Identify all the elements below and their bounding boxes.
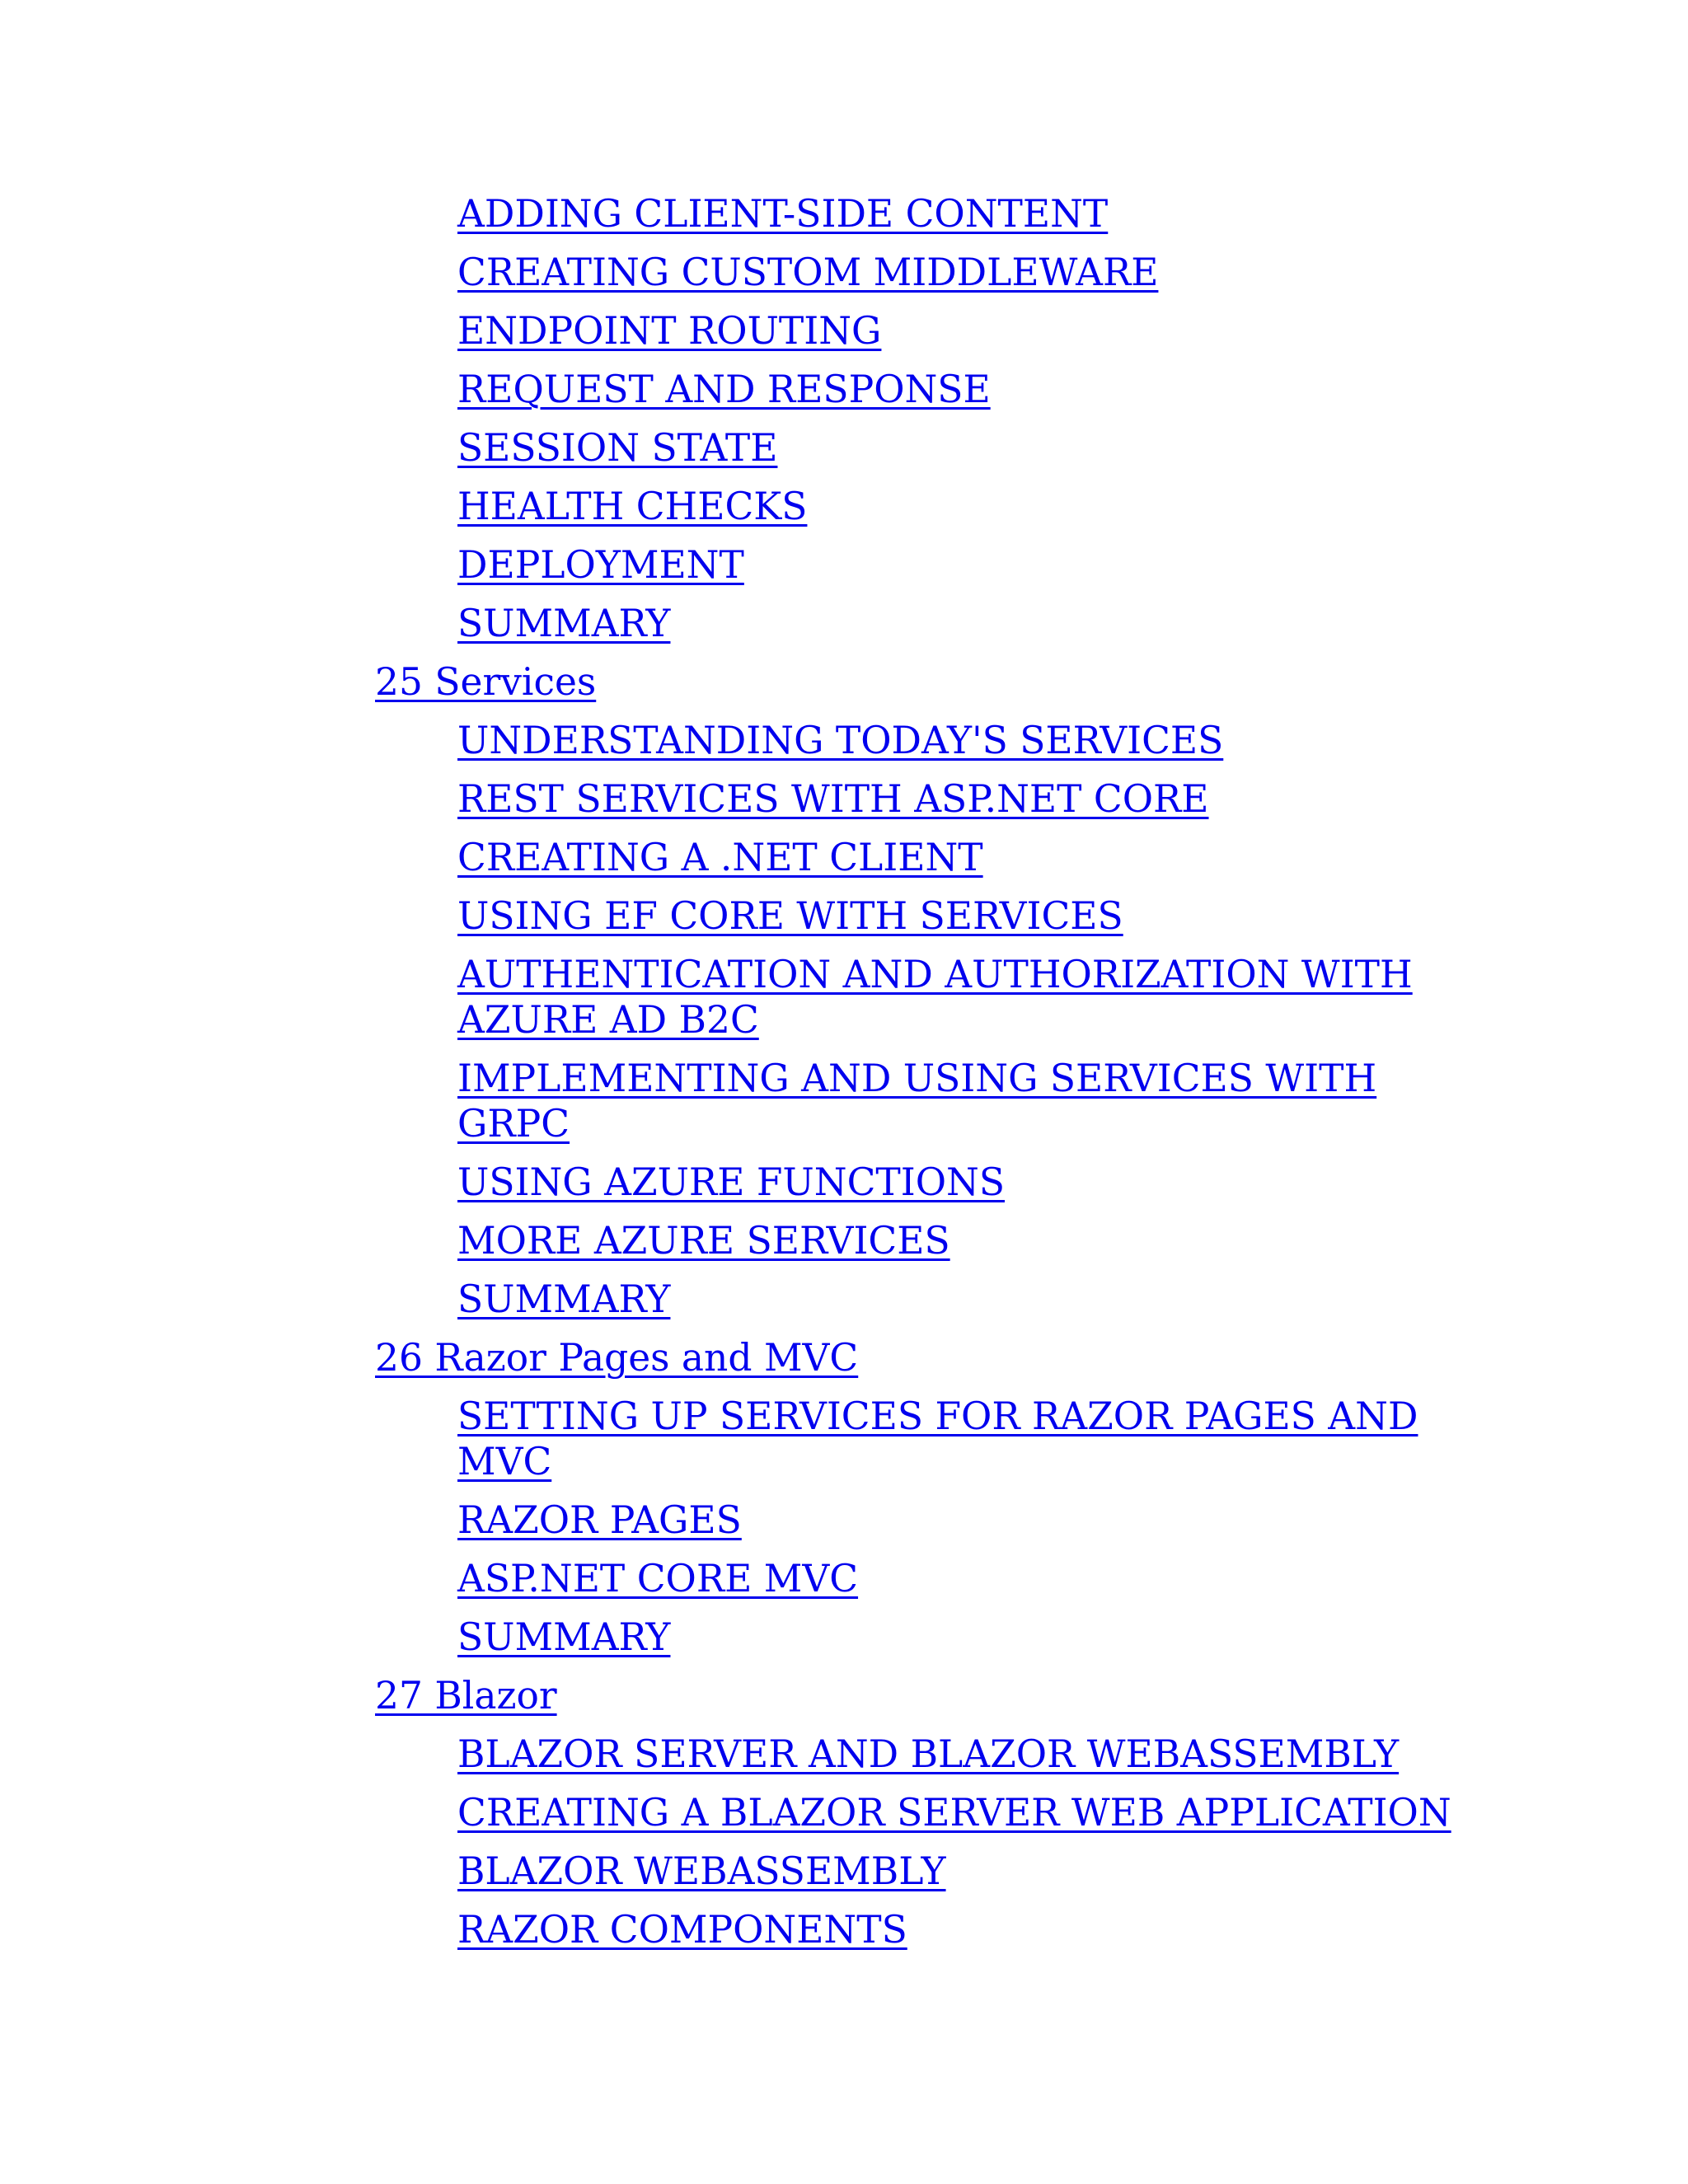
toc-link-creating-net-client[interactable]: CREATING A .NET CLIENT [457,836,983,879]
toc-link-summary[interactable]: SUMMARY [457,1615,671,1659]
toc-link-setting-up-services[interactable]: SETTING UP SERVICES FOR RAZOR PAGES AND MVC [457,1394,1418,1483]
toc-link-endpoint-routing[interactable]: ENDPOINT ROUTING [457,309,882,353]
toc-link-razor-pages[interactable]: RAZOR PAGES [457,1498,742,1542]
toc-link-authentication-azure-ad-b2c[interactable]: AUTHENTICATION AND AUTHORIZATION WITH AZURE AD B2C [457,953,1413,1042]
toc-link-creating-custom-middleware[interactable]: CREATING CUSTOM MIDDLEWARE [457,251,1159,294]
toc-chapter-26-razor-pages-mvc[interactable]: 26 Razor Pages and MVC [375,1336,859,1380]
toc-link-understanding-todays-services[interactable]: UNDERSTANDING TODAY'S SERVICES [457,719,1224,762]
toc-link-blazor-webassembly[interactable]: BLAZOR WEBASSEMBLY [457,1849,946,1893]
toc-link-health-checks[interactable]: HEALTH CHECKS [457,485,808,528]
toc-link-using-ef-core[interactable]: USING EF CORE WITH SERVICES [457,894,1123,938]
toc-link-adding-client-side-content[interactable]: ADDING CLIENT-SIDE CONTENT [457,192,1109,236]
toc-link-aspnet-core-mvc[interactable]: ASP.NET CORE MVC [457,1557,859,1601]
toc-link-summary[interactable]: SUMMARY [457,1277,671,1321]
toc-link-razor-components[interactable]: RAZOR COMPONENTS [457,1908,907,1952]
toc-link-grpc-services[interactable]: IMPLEMENTING AND USING SERVICES WITH GRPC [457,1057,1377,1146]
toc-chapter-27-blazor[interactable]: 27 Blazor [375,1674,557,1718]
toc-link-blazor-server-webassembly[interactable]: BLAZOR SERVER AND BLAZOR WEBASSEMBLY [457,1732,1400,1776]
toc-link-summary[interactable]: SUMMARY [457,602,671,645]
toc-link-session-state[interactable]: SESSION STATE [457,426,778,470]
toc-link-deployment[interactable]: DEPLOYMENT [457,543,744,587]
toc-link-request-and-response[interactable]: REQUEST AND RESPONSE [457,368,991,411]
toc-link-more-azure-services[interactable]: MORE AZURE SERVICES [457,1219,950,1263]
table-of-contents [375,191,1463,1966]
toc-chapter-25-services[interactable]: 25 Services [375,660,597,704]
toc-link-creating-blazor-server-app[interactable]: CREATING A BLAZOR SERVER WEB APPLICATION [457,1791,1451,1835]
toc-link-rest-services[interactable]: REST SERVICES WITH ASP.NET CORE [457,777,1209,821]
toc-link-azure-functions[interactable]: USING AZURE FUNCTIONS [457,1160,1006,1204]
